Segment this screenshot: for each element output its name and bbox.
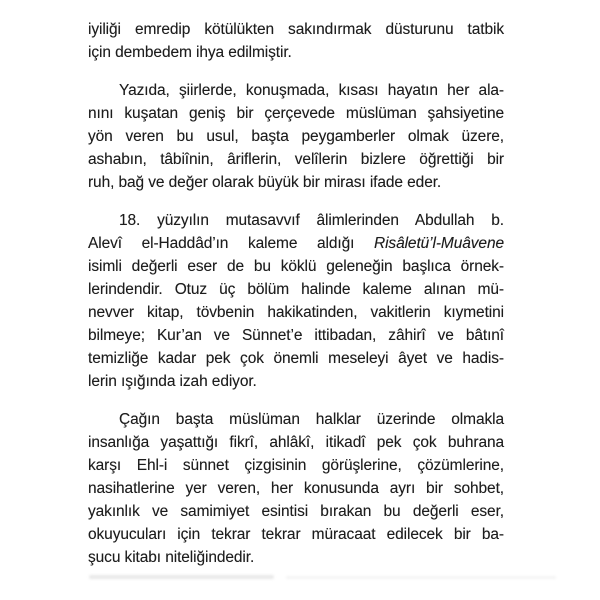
text-segment: nasihatlerine yer veren, her konusunda ayrı bir sohbet, — [88, 480, 504, 497]
text-line — [88, 324, 504, 347]
text-line — [88, 209, 504, 232]
text-segment: Yazıda, şiirlerde, konuşmada, kısası hayatın her ala- — [119, 82, 504, 99]
text-line — [88, 431, 504, 454]
text-segment: ashabın, tâbiînin, âriflerin, velîlerin bizlere öğrettiği bir — [88, 151, 504, 168]
text-segment: şucu kitabı niteliğindedir. — [88, 549, 255, 566]
text-line — [88, 301, 504, 324]
text-line — [88, 370, 504, 393]
text-line — [88, 408, 504, 431]
text-segment: nını kuşatan geniş bir çerçevede müslüman şahsiyetine — [88, 105, 504, 122]
text-segment: bilmeye; Kur’an ve Sünnet’e ittibadan, zâhirî ve bâtınî — [88, 327, 504, 344]
text-line — [88, 500, 504, 523]
text-line — [88, 148, 504, 171]
text-segment: isimli değerli eser de bu köklü geleneğin başlıca örnek- — [88, 258, 504, 275]
book-page-text — [88, 18, 504, 584]
text-line — [88, 347, 504, 370]
text-line — [88, 41, 504, 64]
text-segment: temizliğe kadar pek çok önemli meseleyi âyet ve hadis- — [88, 350, 504, 367]
paragraph — [88, 79, 504, 194]
text-segment: Alevî el-Haddâd’ın kaleme aldığı — [88, 235, 374, 252]
scan-artifact — [89, 575, 274, 579]
text-segment: için dembedem ihya edilmiştir. — [88, 44, 292, 61]
text-segment: iyiliği emredip kötülükten sakındırmak düsturunu tatbik — [88, 21, 504, 38]
text-line — [88, 523, 504, 546]
text-segment: karşı Ehl-i sünnet çizgisinin görüşlerine, çözümlerine, — [88, 457, 504, 474]
text-line — [88, 546, 504, 569]
paragraph — [88, 209, 504, 393]
book-title-italic: Risâletü’l-Muâvene — [373, 235, 504, 252]
text-line — [88, 477, 504, 500]
text-line — [88, 278, 504, 301]
text-line — [88, 454, 504, 477]
text-line — [88, 255, 504, 278]
text-segment: Çağın başta müslüman halklar üzerinde olmakla — [119, 411, 504, 428]
text-segment: okuyucuları için tekrar tekrar müracaat edilecek bir ba- — [88, 526, 504, 543]
text-segment: 18. yüzyılın mutasavvıf âlimlerinden Abdullah b. — [119, 212, 504, 229]
text-line — [88, 171, 504, 194]
paragraph — [88, 18, 504, 64]
paragraph — [88, 408, 504, 569]
text-segment: yön veren bu usul, başta peygamberler olmak üzere, — [88, 128, 504, 145]
text-segment: nevver kitap, tövbenin hakikatinden, vakitlerin kıymetini — [88, 304, 504, 321]
text-segment: ruh, bağ ve değer olarak büyük bir mirası ifade eder. — [88, 174, 442, 191]
text-segment: yakınlık ve samimiyet esintisi bırakan bu değerli eser, — [88, 503, 504, 520]
text-line — [88, 18, 504, 41]
scan-artifact — [286, 576, 556, 579]
text-segment: lerindendir. Otuz üç bölüm halinde kaleme alınan mü- — [88, 281, 504, 298]
text-segment: insanlığa yaşattığı fikrî, ahlâkî, itikadî pek çok buhrana — [88, 434, 504, 451]
text-line — [88, 232, 504, 255]
text-line — [88, 79, 504, 102]
text-line — [88, 125, 504, 148]
text-line — [88, 102, 504, 125]
text-segment: lerin ışığında izah ediyor. — [88, 373, 257, 390]
